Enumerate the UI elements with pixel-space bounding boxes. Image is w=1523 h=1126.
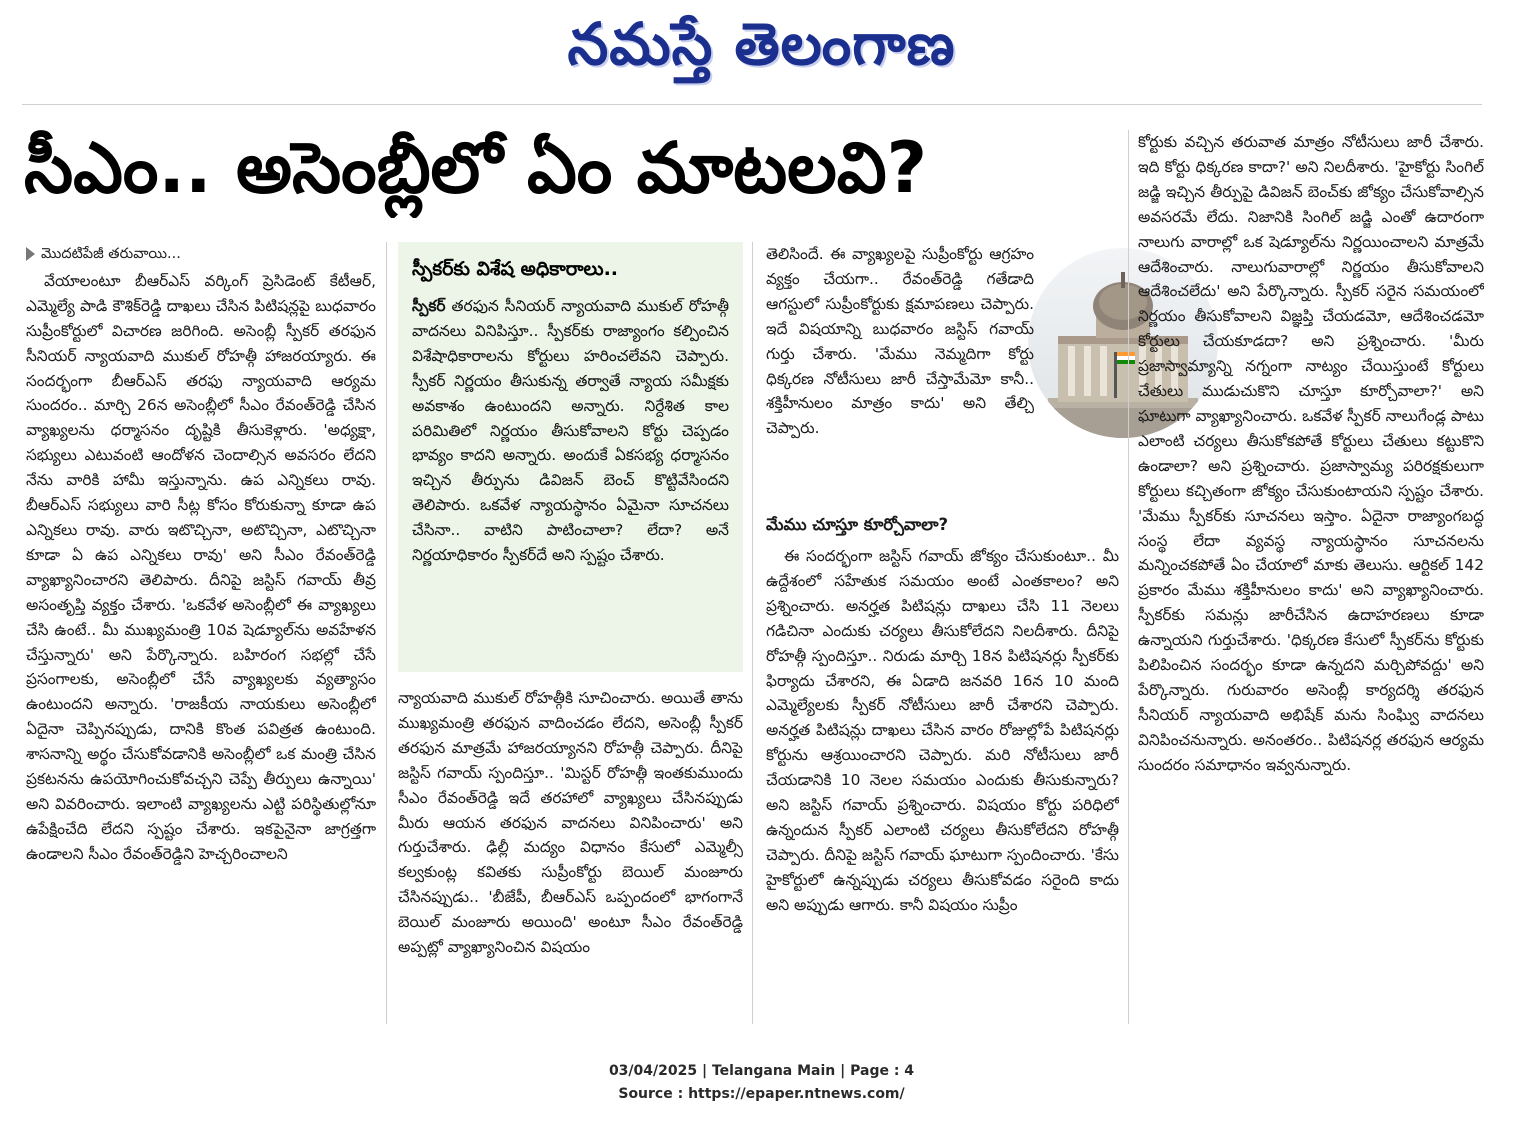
column-2-paragraph: న్యాయవాది ముకుల్ రోహత్గీకి సూచించారు. అయితే తాను ముఖ్యమంత్రి తరఫున వాదించడం లేదని, అసెంబ్లీ స్పీకర్ తరఫున మాత్రమే హాజరయ్యానని రోహత్గీ చెప్పారు. దీనిపై జస్టిస్ గవాయ్ స్పందిస్తూ.. 'మిస్టర్ రోహత్గీ ఇంతకుముందు సీఎం రేవంత్‌రెడ్డి ఇదే తరహాలో వ్యాఖ్యలు చేసినప్పుడు మీరు ఆయన తరఫున వాదనలు వినిపించారు' అని గుర్తుచేశారు. ఢిల్లీ మద్యం విధానం కేసులో ఎమ్మెల్సీ కల్వకుంట్ల కవితకు సుప్రీంకోర్టు బెయిల్ మంజూరు చేసినప్పుడు.. 'బీజేపీ, బీఆర్ఎస్ ఒప్పందంలో భాగంగానే బెయిల్ మంజూరు అయింది' అంటూ సీఎం రేవంత్‌రెడ్డి అప్పట్లో వ్యాఖ్యానించిన విషయం: [398, 689, 743, 957]
box-body: [412, 294, 729, 568]
article-column-3: [766, 508, 1119, 1024]
column-divider: [752, 242, 753, 1024]
article-column-3-upper: [766, 242, 1034, 492]
column-divider: [386, 242, 387, 1024]
section-subheading: మేము చూస్తూ కూర్చోవాలా?: [766, 515, 949, 534]
continued-label: మొదటిపేజీ తరువాయి...: [41, 246, 181, 262]
box-lead-word: స్పీకర్: [412, 297, 446, 315]
column-3-upper-paragraph: తెలిసిందే. ఈ వ్యాఖ్యలపై సుప్రీంకోర్టు ఆగ్రహం వ్యక్తం చేయగా.. రేవంత్‌రెడ్డి గతేడాది ఆగస్టులో సుప్రీంకోర్టుకు క్షమాపణలు చెప్పారు. ఇదే విషయాన్ని బుధవారం జస్టిస్ గవాయ్ గుర్తు చేశారు. 'మేము నెమ్మదిగా కోర్టు ధిక్కరణ నోటీసులు జారీ చేస్తామేమో కానీ.. శక్తిహీనులం మాత్రం కాదు' అని తేల్చి చెప్పారు.: [766, 245, 1034, 438]
newspaper-logo: నమస్తే తెలంగాణ: [567, 10, 956, 78]
footer-date-line: 03/04/2025 | Telangana Main | Page : 4: [608, 1063, 915, 1079]
box-title: స్పీకర్‌కు విశేష అధికారాలు..: [412, 258, 618, 280]
article-column-4: [1138, 130, 1484, 1024]
article-column-1: [26, 242, 376, 1024]
column-3-paragraph: ఈ సందర్భంగా జస్టిస్ గవాయ్ జోక్యం చేసుకుంటూ.. మీ ఉద్దేశంలో సహేతుక సమయం అంటే ఎంతకాలం? అని ప్రశ్నించారు. అనర్హత పిటిషన్లు దాఖలు చేసి 11 నెలలు గడిచినా ఎందుకు చర్యలు తీసుకోలేదని నిలదీశారు. దీనిపై రోహత్గీ స్పందిస్తూ.. నిరుడు మార్చి 18న పిటిషనర్లు స్పీకర్‌కు ఫిర్యాదు చేశారని, ఈ ఏడాది జనవరి 16న 10 మంది ఎమ్మెల్యేలకు స్పీకర్ నోటీసులు జారీ చేశారని చెప్పారు. అనర్హత పిటిషన్లు దాఖలు చేసిన వారం రోజుల్లోపే పిటిషనర్లు కోర్టును ఆశ్రయించారని చెప్పారు. మరి నోటీసులు జారీ చేయడానికి 10 నెలల సమయం ఎందుకు తీసుకున్నారు? అని జస్టిస్ గవాయ్ ప్రశ్నించారు. విషయం కోర్టు పరిధిలో ఉన్నందున స్పీకర్ ఎలాంటి చర్యలు తీసుకోలేదని రోహత్గీ చెప్పారు. దీనిపై జస్టిస్ గవాయ్ ఘాటుగా స్పందించారు. 'కేసు హైకోర్టులో ఉన్నప్పుడు చర్యలు తీసుకోవడం సరైంది కాదు అని అప్పుడు ఆగారు. కానీ విషయం సుప్రీం: [766, 547, 1119, 914]
box-text: తరఫున సీనియర్ న్యాయవాది ముకుల్ రోహత్గీ వాదనలు వినిపిస్తూ.. స్పీకర్‌కు రాజ్యాంగం కల్పించిన విశేషాధికారాలను కోర్టులు హరించలేవని చెప్పారు. స్పీకర్ నిర్ణయం తీసుకున్న తర్వాతే న్యాయ సమీక్షకు అవకాశం ఉంటుందని అన్నారు. నిర్దేశిత కాల పరిమితిలో నిర్ణయం తీసుకోవాలని కోర్టు చెప్పడం భావ్యం కాదని అన్నారు. అందుకే ఏకసభ్య ధర్మాసనం ఇచ్చిన తీర్పును డివిజన్ బెంచ్ కొట్టివేసిందని తెలిపారు. ఒకవేళ న్యాయస్థానం ఏమైనా సూచనలు చేసినా.. వాటిని పాటించాలా? లేదా? అనే నిర్ణయాధికారం స్పీకర్‌దే అని స్పష్టం చేశారు.: [412, 297, 729, 565]
continued-marker: [26, 242, 376, 267]
masthead: [0, 6, 1523, 82]
article-headline: సీఎం.. అసెంబ్లీలో ఏం మాటలవి?: [24, 127, 928, 209]
footer-source-line: Source : https://epaper.ntnews.com/: [618, 1086, 905, 1102]
arrow-right-icon: [26, 247, 35, 261]
column-1-paragraph: వేయాలంటూ బీఆర్ఎస్ వర్కింగ్ ప్రెసిడెంట్ కేటీఆర్, ఎమ్మెల్యే పాడి కౌశిక్‌రెడ్డి దాఖలు చేసిన పిటిషన్లపై బుధవారం సుప్రీంకోర్టులో విచారణ జరిగింది. అసెంబ్లీ స్పీకర్ తరఫున సీనియర్ న్యాయవాది ముకుల్ రోహత్గీ హాజరయ్యారు. ఈ సందర్భంగా బీఆర్ఎస్ తరఫు న్యాయవాది ఆర్యమ సుందరం.. మార్చి 26న అసెంబ్లీలో సీఎం రేవంత్‌రెడ్డి చేసిన వ్యాఖ్యలను ధర్మాసనం దృష్టికి తీసుకెళ్లారు. 'అధ్యక్షా, సభ్యులు ఎటువంటి ఆందోళన చెందాల్సిన అవసరం లేదని నేను వారికి హామీ ఇస్తున్నాను. ఉప ఎన్నికలు రావు. బీఆర్ఎస్ సభ్యులు వారి సీట్ల కోసం కోరుకున్నా కూడా ఉప ఎన్నికలు రావు. వారు ఇటొచ్చినా, అటొచ్చినా, ఎటొచ్చినా కూడా ఏ ఉప ఎన్నికలు రావు' అని సీఎం రేవంత్‌రెడ్డి వ్యాఖ్యానించారని తెలిపారు. దీనిపై జస్టిస్ గవాయ్ తీవ్ర అసంతృప్తి వ్యక్తం చేశారు. 'ఒకవేళ అసెంబ్లీలో ఈ వ్యాఖ్యలు చేసి ఉంటే.. మీ ముఖ్యమంత్రి 10వ షెడ్యూల్‌ను అవహేళన చేస్తున్నారు' అని పేర్కొన్నారు. బహిరంగ సభల్లో చేసే ప్రసంగాలకు, అసెంబ్లీలో చేసే వ్యాఖ్యలకు వ్యత్యాసం ఉంటుందని అన్నారు. 'రాజకీయ నాయకులు అసెంబ్లీలో ఏదైనా చెప్పినప్పుడు, దానికి కొంత పవిత్రత ఉంటుంది. శాసనాన్ని అర్థం చేసుకోవడానికి అసెంబ్లీలో ఒక మంత్రి చేసిన ప్రకటనను ఉపయోగించుకోవచ్చని చెప్పే తీర్పులు ఉన్నాయి' అని వివరించారు. ఇలాంటి వ్యాఖ్యలను ఎట్టి పరిస్థితుల్లోనూ ఉపేక్షించేది లేదని స్పష్టం చేశారు. ఇకపైనైనా జాగ్రత్తగా ఉండాలని సీఎం రేవంత్‌రెడ్డిని హెచ్చరించాలని: [26, 271, 376, 863]
column-divider: [1128, 130, 1129, 1024]
column-4-paragraph: కోర్టుకు వచ్చిన తరువాత మాత్రం నోటీసులు జారీ చేశారు. ఇది కోర్టు ధిక్కరణ కాదా?' అని నిలదీశారు. 'హైకోర్టు సింగిల్ జడ్జి ఇచ్చిన తీర్పుపై డివిజన్ బెంచ్‌కు జోక్యం చేసుకోవాల్సిన అవసరమే లేదు. నిజానికి సింగిల్ జడ్జి ఎంతో ఉదారంగా నాలుగు వారాల్లో ఒక షెడ్యూల్‌ను నిర్ణయించాలని మాత్రమే ఆదేశించారు. నాలుగువారాల్లో నిర్ణయం తీసుకోవాలని ఆదేశించలేదు' అని పేర్కొన్నారు. స్పీకర్ సరైన సమయంలో నిర్ణయం తీసుకోవాలని విజ్ఞప్తి చేయడమో, ఆదేశించడమో కోర్టులు చేయకూడదా? అని ప్రశ్నించారు. 'మీరు ప్రజాస్వామ్యాన్ని నగ్నంగా నాట్యం చేయిస్తుంటే కోర్టులు చేతులు ముడుచుకొని చూస్తూ కూర్చోవాలా?' అని ఘాటుగా వ్యాఖ్యానించారు. ఒకవేళ స్పీకర్ నాలుగేండ్ల పాటు ఎలాంటి చర్యలు తీసుకోకపోతే కోర్టులు చేతులు కట్టుకొని ఉండాలా? అని ప్రశ్నించారు. ప్రజాస్వామ్య పరిరక్షకులుగా కోర్టులు కచ్చితంగా జోక్యం చేసుకుంటాయని స్పష్టం చేశారు. 'మేము స్పీకర్‌కు సూచనలు ఇస్తాం. ఏదైనా రాజ్యాంగబద్ధ సంస్థ లేదా వ్యవస్థ న్యాయస్థానం సూచనలను మన్నించకపోతే ఏం చేయాలో మాకు తెలుసు. ఆర్టికల్ 142 ప్రకారం మేము శక్తిహీనులం కాదు' అని వ్యాఖ్యానించారు. స్పీకర్‌కు సమన్లు జారీచేసిన ఉదాహరణలు కూడా ఉన్నాయని గుర్తుచేశారు. 'ధిక్కరణ కేసులో స్పీకర్‌ను కోర్టుకు పిలిపించిన సందర్భం కూడా ఉన్నదని మర్చిపోవద్దు' అని పేర్కొన్నారు. గురువారం అసెంబ్లీ కార్యదర్శి తరఫున సీనియర్ న్యాయవాది అభిషేక్ మను సింఘ్వి వాదనలు వినిపించనున్నారు. అనంతరం.. పిటిషనర్ల తరఫున ఆర్యమ సుందరం సమాధానం ఇవ్వనున్నారు.: [1138, 133, 1484, 774]
sidebar-box: [398, 242, 743, 672]
masthead-divider: [22, 104, 1482, 105]
article-column-2: [398, 686, 743, 1024]
